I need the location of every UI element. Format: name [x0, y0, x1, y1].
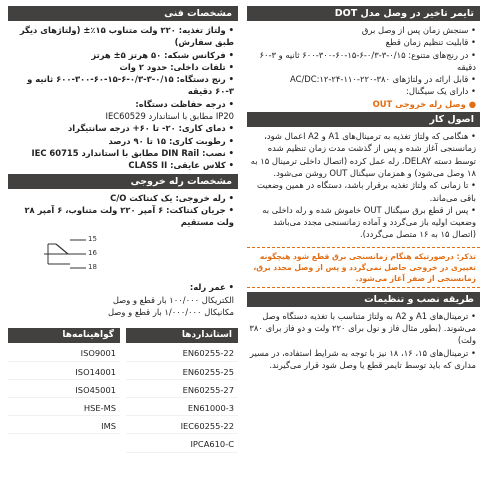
certificate-row: ISO9001 [8, 343, 120, 361]
left-column [8, 6, 238, 453]
principle-item: • تا زمانی که ولتاژ تغذیه برقرار باشد، دستگاه در همین وضعیت باقی می‌ماند. [249, 179, 476, 204]
relay-contact-diagram [8, 230, 238, 278]
tech-specs-list [8, 21, 238, 174]
spec-item: • نصب: DIN Rail مطابق با استاندارد IEC 60715 [10, 147, 234, 159]
life-item: الکتریکال ۱۰۰/۰۰۰ بار قطع و وصل [112, 294, 234, 305]
standard-row: IEC60255-22 [126, 416, 238, 434]
spec-item: • رنج دستگاه: ۰/۱۵-۳-۰/۳-۶-۱۵-۶۰-۳۰۰-۶۰۰ ثانیه و ۳-۶۰ دقیقه [10, 73, 234, 98]
feature-item: • در رنج‌های متنوع: ۰/۱۵-۳-۰/۳-۶-۱۵-۶۰-۳۰۰-۶۰۰ ثانیه و ۳-۶۰ دقیقه [249, 49, 476, 74]
certificate-row: ISO45001 [8, 380, 120, 398]
installation-list [247, 307, 480, 373]
certificates-table [8, 328, 120, 452]
relay-item: • رله خروجی: یک کنتاکت C/O [10, 192, 234, 204]
spec-item: • رطوبت کاری: ۱۵ تا ۹۰ درصد [10, 135, 234, 147]
certificate-row: IMS [8, 416, 120, 434]
tech-specs-header: مشخصات فنی [8, 6, 238, 21]
right-column [247, 6, 480, 373]
standards-header: استانداردها [126, 328, 238, 343]
spec-item: • کلاس عایقی: CLASS II [10, 159, 234, 171]
standard-row: EN60255-27 [126, 380, 238, 398]
relay-item: • جریان کنتاکت: ۶ آمپر ۲۲۰ ولت متناوب، ۶ آمپر ۲۸ ولت مستقیم [10, 204, 234, 229]
feature-item: • قابل ارائه در ولتاژهای AC/DC:۱۲-۲۴-۱۱۰-۲۲۰-۳۸۰ [249, 73, 476, 85]
terminal-label: 18 [88, 263, 97, 272]
relay-specs-header: مشخصات رله خروجی [8, 174, 238, 189]
feature-item: • سنجش زمان پس از وصل برق [249, 24, 476, 36]
certificate-row: ISO14001 [8, 362, 120, 380]
standard-row: EN61000-3 [126, 398, 238, 416]
life-title: • عمر رله: [10, 281, 234, 293]
install-item: • ترمینال‌های ۱۵، ۱۶، ۱۸ نیز با توجه به شرایط استفاده، در مسیر مداری که باید توسط تایمر قطع یا وصل شود قرار می‌گیرند. [249, 347, 476, 372]
warning-note: تذکر: درصورتیکه هنگام زمانسنجی برق قطع شود هیچگونه تغییری در خروجی حاصل نمی‌گردد و پس از وصل مجدد برق، زمانسنجی از صفر آغاز می‌شود. [247, 247, 480, 288]
principles-list [247, 127, 480, 243]
relay-life [8, 278, 238, 320]
terminal-label: 16 [88, 249, 97, 258]
standard-row: EN60255-22 [126, 343, 238, 361]
spec-item: • درجه حفاظت دستگاه: [10, 98, 234, 110]
installation-header: طریقه نصب و تنظیمات [247, 292, 480, 307]
install-item: • ترمینال‌های A1 و A2 به ولتاژ متناسب با تغذیه دستگاه وصل می‌شوند. (بطور مثال فاز و نول برای ۲۲۰ ولت و دو فاز برای ۳۸۰ ولت) [249, 310, 476, 347]
principles-header: اصول کار [247, 112, 480, 127]
out-signal-label: ● وصل رله خروجی OUT [372, 98, 476, 109]
standards-table [126, 328, 238, 452]
contact-symbol-icon [8, 230, 98, 278]
spec-item: • فرکانس شبکه: ۵۰ هرتز ۵± هرتز [10, 49, 234, 61]
terminal-label: 15 [88, 235, 97, 244]
spec-item: • تلفات داخلی: حدود ۲ وات [10, 61, 234, 73]
standard-row: EN60255-25 [126, 362, 238, 380]
feature-item: • قابلیت تنظیم زمان قطع [249, 36, 476, 48]
life-item: مکانیکال ۱/۰۰۰/۰۰۰ بار قطع و وصل [107, 307, 234, 318]
product-title-header: تایمر تاخیر در وصل مدل DOT [247, 6, 480, 21]
certificate-row: HSE-MS [8, 398, 120, 416]
principle-item: • هنگامی که ولتاژ تغذیه به ترمینال‌های A1 و A2 اعمال شود، زمانسنجی آغاز شده و پس از گذشت مدت زمان تنظیم شده توسط دسته DELAY، رله عمل کرده (اتصال داخلی ترمینال ۱۵ به ۱۸ وصل می‌شود) و همزمان سیگنال OUT روشن می‌شود. [249, 130, 476, 179]
spec-item: • دمای کاری: ۲۰- تا ۶۰+ درجه سانتیگراد [10, 122, 234, 134]
standards-and-certs [8, 328, 238, 452]
feature-item: • دارای یک سیگنال: [249, 85, 476, 97]
spec-item: IP20 مطابق با استاندارد IEC60529 [105, 111, 234, 122]
spec-item: • ولتاژ تغذیه: ۲۲۰ ولت متناوب ۱۵٪± (ولتاژهای دیگر طبق سفارش) [10, 24, 234, 49]
certificates-header: گواهینامه‌ها [8, 328, 120, 343]
features-list [247, 21, 480, 112]
principle-item: • پس از قطع برق سیگنال OUT خاموش شده و رله داخلی به وضعیت اولیه باز می‌گردد و آماده زمانسنجی مجدد می‌باشد (اتصال ۱۵ به ۱۶ متصل می‌گردد). [249, 204, 476, 241]
standard-row: IPCA610-C [126, 434, 238, 452]
relay-specs-list [8, 189, 238, 231]
